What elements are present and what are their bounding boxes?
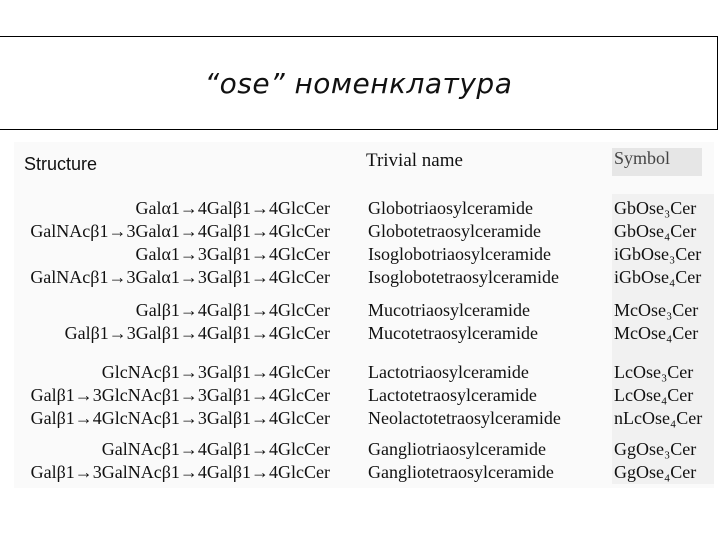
symbol-cell: McOse₃Cer — [614, 300, 699, 320]
structure-cell: Galβ1→4Galβ1→4GlcCer — [135, 300, 330, 320]
symbol-cell: iGbOse₃Cer — [614, 244, 702, 264]
structure-cell: GalNAcβ1→3Galα1→4Galβ1→4GlcCer — [30, 221, 330, 241]
header-structure: Structure — [24, 154, 98, 174]
title-frame — [0, 36, 718, 130]
symbol-cell: LcOse₃Cer — [614, 362, 694, 382]
structure-cell: Galβ1→3GalNAcβ1→4Galβ1→4GlcCer — [30, 462, 330, 482]
symbol-cell: GgOse₄Cer — [614, 462, 697, 482]
structure-cell: Galβ1→3GlcNAcβ1→3Galβ1→4GlcCer — [30, 385, 330, 405]
symbol-cell: GgOse₃Cer — [614, 439, 697, 459]
structure-cell: GalNAcβ1→4Galβ1→4GlcCer — [101, 439, 330, 459]
trivial-name-cell: Gangliotriaosylceramide — [368, 439, 546, 459]
trivial-name-cell: Mucotetraosylceramide — [368, 323, 538, 343]
trivial-name-cell: Neolactotetraosylceramide — [368, 408, 561, 428]
trivial-name-cell: Isoglobotetraosylceramide — [368, 267, 559, 287]
header-symbol: Symbol — [612, 148, 702, 176]
trivial-name-cell: Mucotriaosylceramide — [368, 300, 530, 320]
structure-cell: Galβ1→3Galβ1→4Galβ1→4GlcCer — [64, 323, 330, 343]
trivial-name-cell: Gangliotetraosylceramide — [368, 462, 554, 482]
trivial-name-cell: Lactotetraosylceramide — [368, 385, 537, 405]
structure-cell: GalNAcβ1→3Galα1→3Galβ1→4GlcCer — [30, 267, 330, 287]
symbol-cell: GbOse₄Cer — [614, 221, 697, 241]
nomenclature-table — [14, 142, 714, 488]
symbol-cell: GbOse₃Cer — [614, 198, 697, 218]
trivial-name-cell: Globotriaosylceramide — [368, 198, 533, 218]
symbol-cell: iGbOse₄Cer — [614, 267, 702, 287]
symbol-cell: LcOse₄Cer — [614, 385, 694, 405]
trivial-name-cell: Globotetraosylceramide — [368, 221, 541, 241]
structure-cell: Galα1→4Galβ1→4GlcCer — [135, 198, 330, 218]
structure-cell: Galα1→3Galβ1→4GlcCer — [135, 244, 330, 264]
symbol-cell: McOse₄Cer — [614, 323, 699, 343]
trivial-name-cell: Isoglobotriaosylceramide — [368, 244, 551, 264]
header-trivial-name: Trivial name — [366, 150, 463, 171]
slide-title: “ose” номенклатура — [204, 67, 513, 100]
structure-cell: Galβ1→4GlcNAcβ1→3Galβ1→4GlcCer — [30, 408, 330, 428]
symbol-cell: nLcOse₄Cer — [614, 408, 703, 428]
structure-cell: GlcNAcβ1→3Galβ1→4GlcCer — [101, 362, 330, 382]
trivial-name-cell: Lactotriaosylceramide — [368, 362, 529, 382]
